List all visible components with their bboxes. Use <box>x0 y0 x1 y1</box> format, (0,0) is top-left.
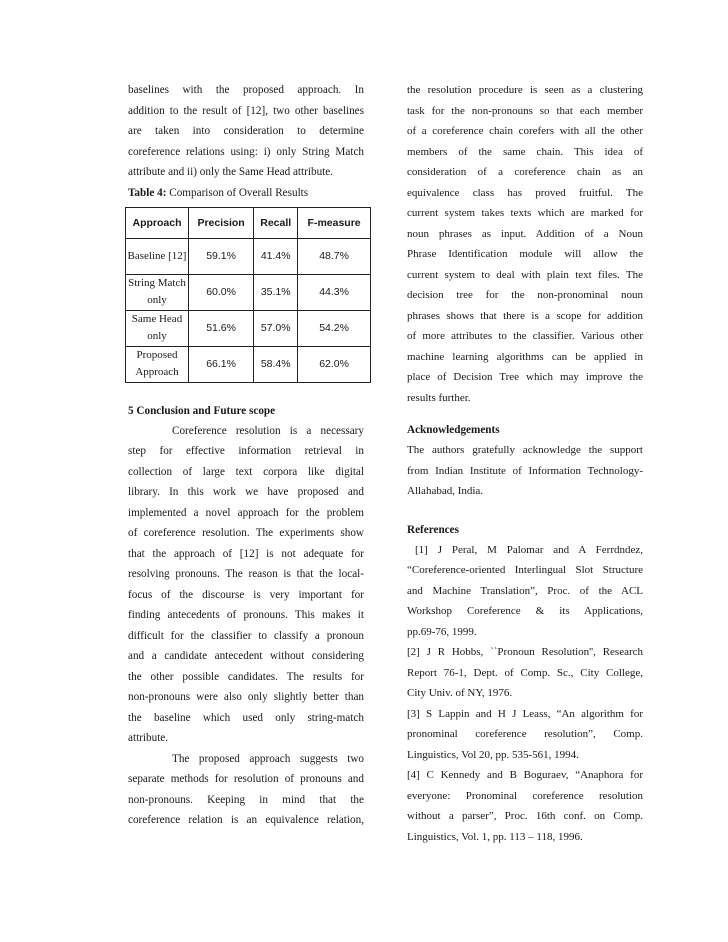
cell-fmeasure: 44.3% <box>298 274 371 310</box>
text-line: coreference relations using: i) only String Match <box>128 145 364 158</box>
text-line: of a coreference chain corefers with all the other <box>407 125 643 137</box>
text-line: coreference relation is an equivalence relation, <box>128 814 364 826</box>
text-line: collection of large text corpora like digital <box>128 465 364 478</box>
table-caption-text: Comparison of Overall Results <box>169 186 309 199</box>
text-line: current system takes texts which are marked for <box>407 207 643 219</box>
text-line: results further. <box>407 391 471 404</box>
text-line: current system to deal with plain text files. The <box>407 268 643 281</box>
references-heading: References <box>407 523 459 536</box>
right-column <box>407 80 643 847</box>
text-line: equivalence class has proved fruitful. The <box>407 186 643 199</box>
cell-approach: Same Head only <box>126 310 189 346</box>
table-caption <box>128 183 364 203</box>
text-line: Phrase Identification module will allow the <box>407 248 643 260</box>
cell-recall: 41.4% <box>254 238 298 274</box>
text-line: without a parser”, Proc. 16th conf. on Comp. <box>407 810 643 822</box>
text-line: the other possible candidates. The results for <box>128 670 364 683</box>
conclusion-paragraph-2 <box>128 749 364 831</box>
section-heading: 5 Conclusion and Future scope <box>128 404 276 417</box>
conclusion-paragraph-1 <box>128 421 364 749</box>
text-line: attribute. <box>128 732 169 744</box>
text-line: of coreference resolution. The experiments show <box>128 527 364 539</box>
reference-item <box>407 704 643 766</box>
cell-recall: 57.0% <box>254 310 298 346</box>
cell-fmeasure: 48.7% <box>298 238 371 274</box>
text-line: baselines with the proposed approach. In <box>128 84 364 96</box>
text-line: [2] J R Hobbs, ``Pronoun Resolution'', Research <box>407 646 643 658</box>
text-line: and Machine Translation”, Proc. of the ACL <box>407 584 643 597</box>
text-line: Linguistics, Vol 20, pp. 535-561, 1994. <box>407 748 579 761</box>
reference-item <box>407 540 643 643</box>
cell-approach: Proposed Approach <box>126 346 189 382</box>
table-header-row <box>126 207 371 238</box>
text-line: decision tree for the non-pronominal noun <box>407 289 643 301</box>
reference-item <box>407 765 643 847</box>
text-line: difficult for the classifier to classify a pronoun <box>128 629 364 642</box>
cell-recall: 35.1% <box>254 274 298 310</box>
text-line: consideration of a coreference chain as an <box>407 166 643 178</box>
text-line: City Univ. of NY, 1976. <box>407 687 513 699</box>
text-line: the baseline which used only string-match <box>128 711 364 724</box>
header-precision: Precision <box>189 207 254 238</box>
text-line: pp.69-76, 1999. <box>407 625 477 638</box>
header-approach: Approach <box>126 207 189 238</box>
header-fmeasure: F-measure <box>298 207 371 238</box>
cell-approach: String Match only <box>126 274 189 310</box>
text-line: machine learning algorithms can be applied in <box>407 350 643 363</box>
text-line: everyone: Pronominal coreference resolution <box>407 789 643 802</box>
text-line: library. In this work we have proposed and <box>128 486 364 498</box>
cell-recall: 58.4% <box>254 346 298 382</box>
text-line: that the approach of [12] is not adequate for <box>128 547 364 560</box>
reference-item <box>407 642 643 704</box>
text-line: The authors gratefully acknowledge the support <box>407 444 643 456</box>
text-line: step for effective information retrieval in <box>128 445 364 457</box>
text-line: Coreference resolution is a necessary <box>172 424 364 437</box>
text-line: [1] J Peral, M Palomar and A Ferrdndez, <box>415 543 643 556</box>
right-paragraph <box>407 80 643 408</box>
text-line: attribute and ii) only the Same Head attribute. <box>128 166 334 178</box>
cell-fmeasure: 54.2% <box>298 310 371 346</box>
cell-precision: 51.6% <box>189 310 254 346</box>
intro-paragraph <box>128 80 364 183</box>
results-table <box>125 207 371 383</box>
text-line: focus of the discourse is very important for <box>128 588 364 601</box>
text-line: [3] S Lappin and H J Leass, “An algorithm for <box>407 707 643 720</box>
text-line: implemented a novel approach for the problem <box>128 506 364 519</box>
text-line: and a candidate antecedent without considering <box>128 650 364 662</box>
text-line: resolving pronouns. The reason is that the local- <box>128 568 364 580</box>
table-caption-label: Table 4: <box>128 186 167 199</box>
text-line: non-pronouns. Keeping in mind that the <box>128 793 364 806</box>
text-line: the resolution procedure is seen as a clustering <box>407 84 643 96</box>
text-line: pronominal coreference resolution”, Comp. <box>407 728 643 740</box>
text-line: from Indian Institute of Information Technology- <box>407 464 643 477</box>
table-row <box>126 238 371 274</box>
table-row <box>126 310 371 346</box>
text-line: of more attributes to the classifier. Various other <box>407 330 643 342</box>
text-line: place of Decision Tree which may improve the <box>407 371 643 383</box>
text-line: “Coreference-oriented Interlingual Slot Structure <box>407 564 643 576</box>
cell-approach: Baseline [12] <box>126 238 189 274</box>
text-line: are taken into consideration to determine <box>128 125 364 137</box>
text-line: Report 76-1, Dept. of Comp. Sc., City College, <box>407 666 643 679</box>
cell-precision: 59.1% <box>189 238 254 274</box>
text-line: The proposed approach suggests two <box>172 752 364 765</box>
acknowledgements-heading: Acknowledgements <box>407 424 500 436</box>
text-line: addition to the result of [12], two other baselines <box>128 104 364 117</box>
text-line: Workshop Coreference & its Applications, <box>407 605 643 617</box>
cell-fmeasure: 62.0% <box>298 346 371 382</box>
text-line: noun phrases as input. Addition of a Noun <box>407 227 643 240</box>
header-recall: Recall <box>254 207 298 238</box>
cell-precision: 60.0% <box>189 274 254 310</box>
cell-precision: 66.1% <box>189 346 254 382</box>
text-line: non-pronouns were also only slightly better than <box>128 691 364 703</box>
text-line: members of the same chain. This idea of <box>407 145 643 158</box>
text-line: task for the non-pronouns so that each member <box>407 104 643 117</box>
acknowledgements-paragraph <box>407 440 643 502</box>
text-line: [4] C Kennedy and B Boguraev, “Anaphora for <box>407 769 643 781</box>
text-line: finding antecedents of pronouns. This makes it <box>128 609 364 621</box>
text-line: Linguistics, Vol. 1, pp. 113 – 118, 1996. <box>407 830 583 843</box>
text-line: phrases shows that there is a scope for addition <box>407 309 643 322</box>
table-row <box>126 346 371 382</box>
text-line: separate methods for resolution of pronouns and <box>128 773 364 785</box>
table-row <box>126 274 371 310</box>
text-line: Allahabad, India. <box>407 485 484 497</box>
left-column <box>128 80 364 831</box>
